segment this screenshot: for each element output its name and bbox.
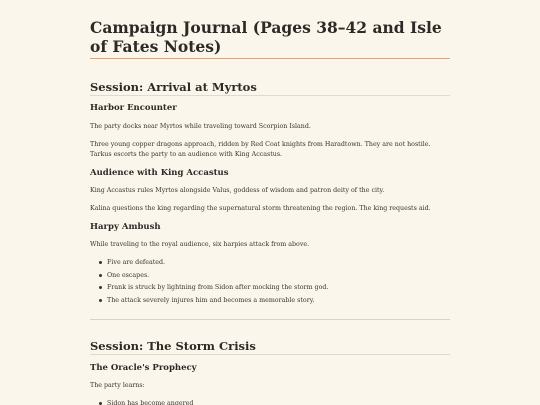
title-divider (90, 58, 450, 59)
list-item (90, 271, 450, 284)
paragraph: The party docks near Myrtos while traveling toward Scorpion Island. (90, 123, 311, 130)
paragraph: While traveling to the royal audience, six harpies attack from above. (90, 241, 310, 248)
subsection-heading-harbor: Harbor Encounter (90, 103, 177, 113)
session-heading-divider (90, 354, 450, 355)
section-divider (90, 319, 450, 320)
subsection-heading-harpy: Harpy Ambush (90, 222, 161, 232)
list-item (90, 283, 450, 296)
list-item-text: Five are defeated. (107, 259, 166, 266)
session-heading-arrival: Session: Arrival at Myrtos (90, 80, 257, 94)
list-item (90, 258, 450, 271)
page-title: Campaign Journal (Pages 38–42 and Isle of Fates Notes) (90, 18, 442, 56)
subsection-heading-audience: Audience with King Accastus (90, 168, 229, 178)
paragraph: Kalina questions the king regarding the supernatural storm threatening the region. The king requests aid. (90, 205, 431, 212)
bullet-icon (99, 274, 102, 277)
session-heading-storm: Session: The Storm Crisis (90, 339, 256, 353)
paragraph: Three young copper dragons approach, ridden by Red Coat knights from Haradtown. They are not hostile. Tarkus escorts the party to an audience with King Accastus. (90, 141, 431, 158)
list-item-text: One escapes. (107, 271, 150, 279)
bullet-icon (99, 299, 102, 302)
bullet-icon (99, 261, 102, 264)
paragraph: King Accastus rules Myrtos alongside Valus, goddess of wisdom and patron deity of the city. (90, 187, 385, 194)
list-item-text: The attack severely injures him and becomes a memorable story. (107, 296, 315, 304)
list-item-text: Frank is struck by lightning from Sidon after mocking the storm god. (107, 284, 329, 292)
oracle-list (90, 399, 450, 405)
bullet-icon (99, 286, 102, 289)
list-item-text: Sidon has become angered (107, 400, 194, 405)
list-item (90, 399, 450, 405)
harpy-outcome-list (90, 258, 450, 308)
subsection-heading-oracle: The Oracle's Prophecy (90, 363, 197, 373)
paragraph: The party learns: (90, 382, 145, 389)
session-heading-divider (90, 95, 450, 96)
list-item (90, 296, 450, 309)
